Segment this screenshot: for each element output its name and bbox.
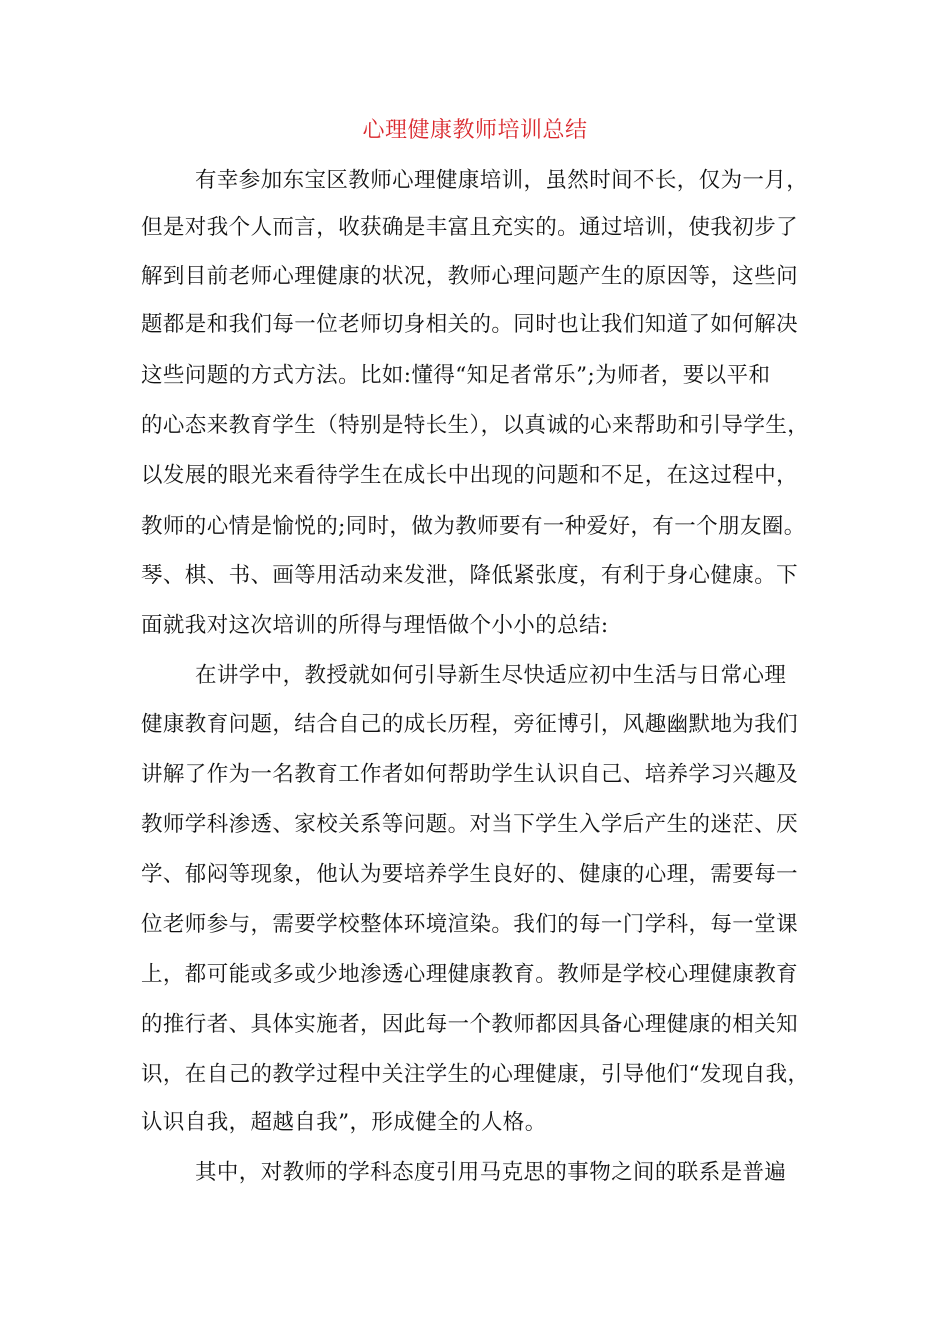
text-line: 在讲学中，教授就如何引导新生尽快适应初中生活与日常心理 [195,663,787,688]
text-line: 健康教育问题，结合自己的成长历程，旁征博引，风趣幽默地为我们 [141,712,799,737]
text-line: 但是对我个人而言，收获确是丰富且充实的。通过培训，使我初步了 [141,215,799,240]
text-line: 位老师参与，需要学校整体环境渲染。我们的每一门学科，每一堂课 [141,912,799,937]
text-line: 以发展的眼光来看待学生在成长中出现的问题和不足，在这过程中， [141,463,799,488]
text-line: 识，在自己的教学过程中关注学生的心理健康，引导他们“发现自我， [141,1062,810,1087]
text-line: 其中，对教师的学科态度引用马克思的事物之间的联系是普遍 [195,1160,787,1185]
text-line: 琴、棋、书、画等用活动来发泄，降低紧张度，有利于身心健康。下 [141,563,799,588]
text-line: 的推行者、具体实施者，因此每一个教师都因具备心理健康的相关知 [141,1012,799,1037]
text-line: 有幸参加东宝区教师心理健康培训，虽然时间不长，仅为一月， [195,168,809,193]
text-line: 的心态来教育学生（特别是特长生），以真诚的心来帮助和引导学生， [141,413,810,438]
text-line: 面就我对这次培训的所得与理悟做个小小的总结: [141,613,609,638]
text-line: 学、郁闷等现象，他认为要培养学生良好的、健康的心理，需要每一 [141,862,799,887]
text-line: 教师学科渗透、家校关系等问题。对当下学生入学后产生的迷茫、厌 [141,812,799,837]
text-line: 上，都可能或多或少地渗透心理健康教育。教师是学校心理健康教育 [141,962,799,987]
text-line: 解到目前老师心理健康的状况，教师心理问题产生的原因等，这些问 [141,264,799,289]
text-line: 教师的心情是愉悦的;同时，做为教师要有一种爱好，有一个朋友圈。 [141,514,806,539]
text-line: 认识自我，超越自我”，形成健全的人格。 [141,1110,547,1135]
document-title: 心理健康教师培训总结 [362,118,588,143]
text-line: 讲解了作为一名教育工作者如何帮助学生认识自己、培养学习兴趣及 [141,762,799,787]
text-line: 题都是和我们每一位老师切身相关的。同时也让我们知道了如何解决 [141,312,799,337]
text-line: 这些问题的方式方法。比如:懂得“知足者常乐”;为师者，要以平和 [141,363,771,388]
